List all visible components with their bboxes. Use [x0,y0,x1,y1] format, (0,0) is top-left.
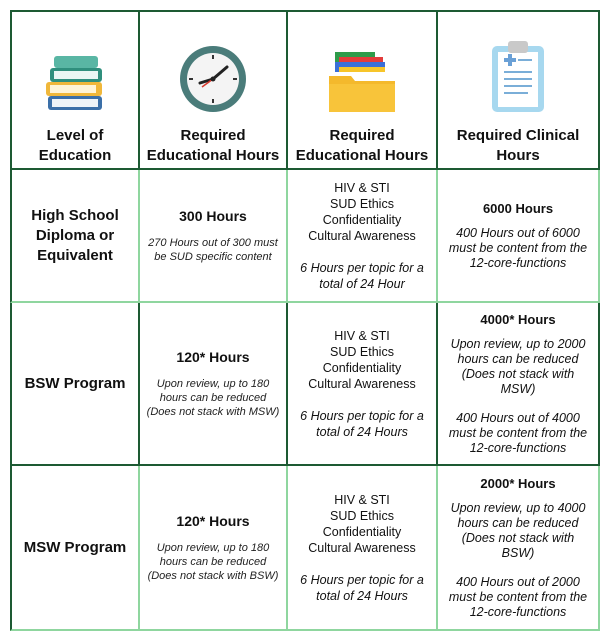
row-hours-cell [140,303,288,466]
topic-item: Confidentiality [322,360,402,375]
row-clinical-cell [438,303,600,466]
row-hours-note: 270 Hours out of 300 must be SUD specific content [148,236,278,263]
topics-note: 6 Hours per topic for a total of 24 Hour [300,260,424,291]
row-hours: 300 Hours [179,207,247,224]
header-edu-hours-cell [140,10,288,170]
education-hours-table [10,10,600,631]
row-topics-cell [288,303,438,466]
row-level-label: High School Diploma or Equivalent [31,206,119,264]
row-hours: 120* Hours [176,512,250,529]
clinical-note: Upon review, up to 2000 hours can be reduced (Does not stack with MSW) [450,336,586,396]
clinical-hours: 4000* Hours [480,311,556,327]
row-hours-cell [140,170,288,303]
topic-item: HIV & STI [334,180,390,195]
topics-note: 6 Hours per topic for a total of 24 Hours [300,572,424,603]
topic-item: Cultural Awareness [308,376,416,391]
row-hours-note: Upon review, up to 180 hours can be reduced (Does not stack with BSW) [147,541,279,582]
topic-item: HIV & STI [334,492,390,507]
header-edu-hours-2-label: Required Educational Hours [295,127,429,164]
row-level-label: BSW Program [24,374,126,392]
topic-item: Confidentiality [322,524,402,539]
folders-icon [325,32,399,114]
topic-item: Cultural Awareness [308,228,416,243]
clinical-note: 400 Hours out of 4000 must be content from the 12-core-functions [448,410,588,455]
header-level-cell [10,10,140,170]
clinical-note: 400 Hours out of 6000 must be content from the 12-core-functions [448,225,588,270]
row-hours: 120* Hours [176,348,250,365]
clinical-note: 400 Hours out of 2000 must be content from the 12-core-functions [448,574,588,619]
clock-icon [178,32,248,114]
clipboard-icon [488,32,548,114]
topics-note: 6 Hours per topic for a total of 24 Hours [300,408,424,439]
row-topics-cell [288,170,438,303]
books-icon [40,32,110,114]
clinical-hours: 2000* Hours [480,475,556,491]
topic-item: SUD Ethics [330,508,394,523]
header-level-label: Level of Education [38,127,112,164]
header-edu-hours-label: Required Educational Hours [146,127,280,164]
row-level-cell [10,466,140,631]
row-level-cell [10,303,140,466]
topic-item: HIV & STI [334,328,390,343]
row-level-cell [10,170,140,303]
row-hours-cell [140,466,288,631]
header-clinical-hours-cell [438,10,600,170]
topic-item: Confidentiality [322,212,402,227]
row-topics-cell [288,466,438,631]
row-level-label: MSW Program [23,538,127,556]
clinical-hours: 6000 Hours [482,200,554,216]
header-edu-hours-2-cell [288,10,438,170]
row-clinical-cell [438,170,600,303]
topic-item: SUD Ethics [330,344,394,359]
row-hours-note: Upon review, up to 180 hours can be reduced (Does not stack with MSW) [146,377,280,418]
topic-item: Cultural Awareness [308,540,416,555]
topic-item: SUD Ethics [330,196,394,211]
clinical-note: Upon review, up to 4000 hours can be reduced (Does not stack with BSW) [450,500,586,560]
header-clinical-hours-label: Required Clinical Hours [456,127,580,164]
row-clinical-cell [438,466,600,631]
